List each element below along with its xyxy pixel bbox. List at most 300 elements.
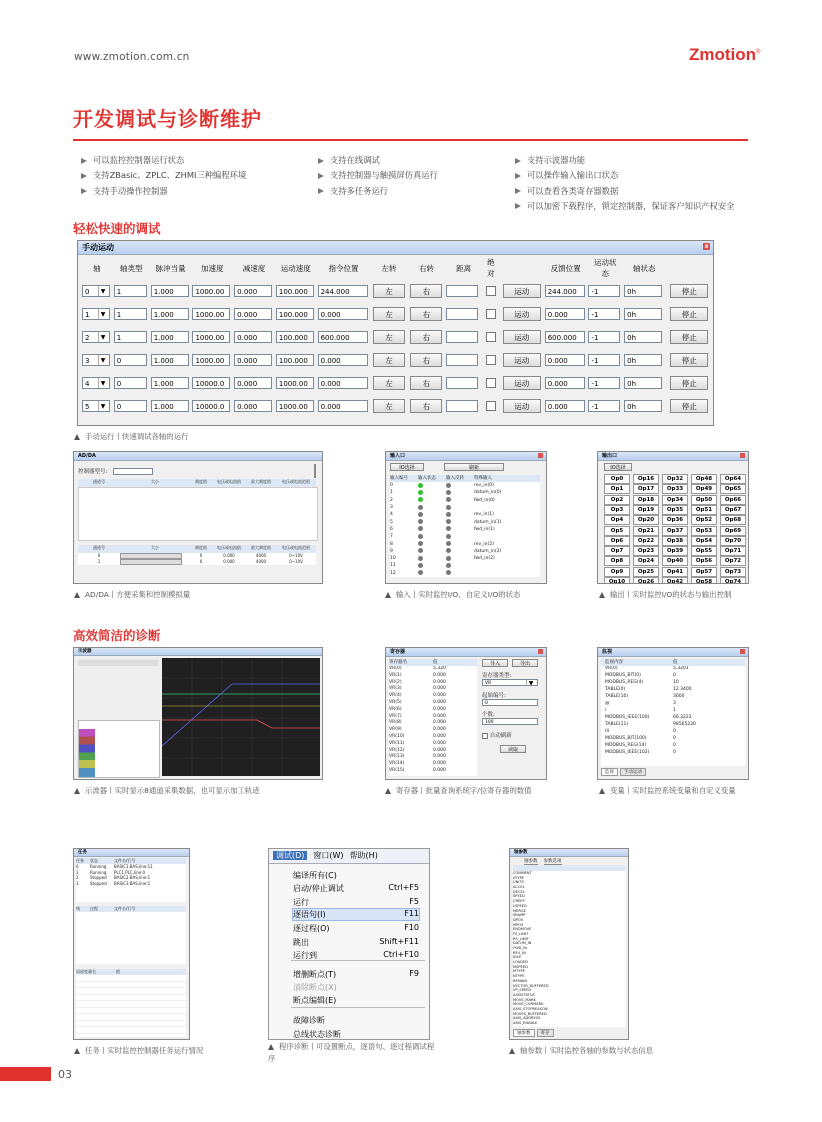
- table-cell: 0~10V: [289, 559, 303, 564]
- menu-item[interactable]: [293, 923, 419, 934]
- param-name: IDLE: [513, 955, 522, 960]
- menu-item[interactable]: [293, 897, 419, 908]
- accel-input[interactable]: 1000.00: [192, 285, 230, 297]
- read-button[interactable]: 读取: [500, 745, 526, 753]
- command-position-input[interactable]: 0.000: [318, 308, 368, 320]
- output-toggle[interactable]: Op33: [662, 484, 688, 494]
- units-input[interactable]: 1.000: [151, 331, 189, 343]
- output-toggle[interactable]: Op39: [662, 546, 688, 556]
- table-cell: BASIC1.BAS,line:11: [114, 864, 153, 869]
- bullet-arrow-icon: [81, 173, 87, 179]
- output-toggle[interactable]: Op25: [633, 567, 659, 577]
- input-number: 7: [390, 534, 393, 540]
- register-name: VR(5): [389, 699, 402, 705]
- menu-item[interactable]: [293, 909, 419, 920]
- menu-item-label: 总线状态诊断: [293, 1029, 341, 1039]
- variable-name: MODBUS_IEEE(102): [605, 750, 650, 755]
- menu-item[interactable]: [293, 1029, 419, 1040]
- output-toggle[interactable]: Op22: [633, 536, 659, 546]
- register-value: 0.000: [433, 733, 446, 739]
- auto-refresh-checkbox[interactable]: [482, 733, 488, 739]
- output-toggle[interactable]: Op72: [720, 556, 746, 566]
- column-header: 电压或电流值: [217, 545, 241, 550]
- output-toggle[interactable]: Op1: [604, 484, 630, 494]
- menu-item[interactable]: [293, 995, 419, 1006]
- menu-item-shortcut: F11: [404, 909, 419, 919]
- stop-button[interactable]: 停止: [670, 330, 708, 344]
- param-name: ACCEL: [513, 885, 525, 890]
- input-status-led-icon: [418, 556, 423, 561]
- window-tab[interactable]: 寄存: [537, 1029, 554, 1037]
- input-number: 10: [390, 556, 396, 562]
- distance-input[interactable]: [446, 400, 478, 412]
- refresh-button[interactable]: 刷新: [444, 463, 504, 471]
- stop-button[interactable]: 停止: [670, 353, 708, 367]
- refresh-button[interactable]: [314, 464, 316, 478]
- caption-debug: 程序诊断丨可设置断点，逐语句、逐过程调试程序: [268, 1042, 435, 1063]
- distance-input[interactable]: [446, 308, 478, 320]
- axis-type-input[interactable]: 0: [114, 400, 147, 412]
- menu-item-shortcut: F5: [409, 896, 419, 906]
- input-window: 输入口 IO选择 刷新 输入编号 输入状态 输入反转 特殊输入 0 rev_in(0) 1 datum_in(0) 2 fwd_in(0) 3 4 rev_in(1) 5 datum_in(1) 6 fwd_in(1) 7 8 rev_in(2) 9 datum_in(2) 10 fwd_in(2) 11 12: [385, 451, 547, 584]
- output-toggle[interactable]: Op38: [662, 536, 688, 546]
- triangle-icon: [599, 788, 605, 794]
- column-header: 电压或电流范围: [282, 545, 310, 550]
- axis-status-field: 0h: [624, 285, 662, 297]
- output-toggle[interactable]: Op56: [691, 556, 717, 566]
- output-toggle[interactable]: Op42: [662, 577, 688, 584]
- window-tab[interactable]: 轴参数: [524, 859, 538, 864]
- output-toggle[interactable]: Op52: [691, 515, 717, 525]
- chevron-down-icon: ▼: [98, 309, 107, 320]
- decel-input[interactable]: 0.000: [234, 331, 272, 343]
- rotate-right-button[interactable]: 右: [410, 307, 442, 321]
- scope-settings-panel: [76, 658, 160, 776]
- axis-type-input[interactable]: 0: [114, 354, 147, 366]
- bullet-arrow-icon: [81, 158, 87, 164]
- table-row: [601, 736, 745, 743]
- output-toggle[interactable]: Op36: [662, 515, 688, 525]
- table-cell: Stopped: [90, 880, 107, 886]
- move-button[interactable]: 运动: [503, 307, 541, 321]
- output-toggle[interactable]: Op51: [691, 505, 717, 515]
- units-input[interactable]: 1.000: [151, 308, 189, 320]
- window-tab[interactable]: 手动运动: [620, 768, 646, 776]
- move-button[interactable]: 运动: [503, 399, 541, 413]
- close-icon[interactable]: [538, 649, 543, 654]
- output-toggle[interactable]: Op17: [633, 484, 659, 494]
- param-name: FWD_IN: [513, 946, 527, 950]
- website-url[interactable]: www.zmotion.com.cn: [74, 51, 190, 63]
- menu-bar-item[interactable]: 调试(D): [273, 851, 307, 860]
- column-header: 加速度: [201, 263, 224, 273]
- output-toggle[interactable]: Op10: [604, 577, 630, 584]
- column-header: 特殊输入: [474, 476, 492, 481]
- column-header: [500, 257, 544, 279]
- axis-select[interactable]: 3 ▼: [82, 354, 110, 366]
- column-header: 通道号: [93, 479, 105, 484]
- param-name: DATUM_IN: [513, 941, 532, 946]
- motion-row: [81, 371, 713, 394]
- axis-type-input[interactable]: 1: [114, 285, 147, 297]
- menu-bar-item[interactable]: 帮助(H): [349, 851, 378, 860]
- param-name: NTYPE: [513, 974, 525, 979]
- menu-item-label: 启动/停止调试: [293, 884, 344, 894]
- input-invert-led-icon[interactable]: [446, 497, 451, 502]
- output-toggle[interactable]: Op50: [691, 495, 717, 505]
- distance-input[interactable]: [446, 377, 478, 389]
- param-name: LOADED: [513, 960, 528, 965]
- triangle-icon: [74, 788, 80, 794]
- export-button[interactable]: 导出: [512, 659, 538, 667]
- variable-name: i: [605, 708, 607, 713]
- register-name: VR(11): [389, 740, 405, 746]
- input-invert-led-icon[interactable]: [446, 556, 451, 561]
- variable-name: VR(0): [605, 666, 618, 671]
- output-toggle[interactable]: Op24: [633, 556, 659, 566]
- special-input: rev_in(0): [474, 483, 494, 489]
- column-header: 轴: [93, 263, 101, 273]
- column-header: 右转: [418, 263, 434, 273]
- rotate-left-button[interactable]: 左: [373, 284, 405, 298]
- output-toggle[interactable]: Op6: [604, 536, 630, 546]
- register-name: VR(9): [389, 727, 402, 733]
- input-invert-led-icon[interactable]: [446, 541, 451, 546]
- column-header: 栈: [76, 906, 80, 911]
- input-invert-led-icon[interactable]: [446, 490, 451, 495]
- rotate-right-button[interactable]: 右: [410, 330, 442, 344]
- output-toggle[interactable]: Op41: [662, 567, 688, 577]
- output-toggle[interactable]: Op70: [720, 536, 746, 546]
- input-invert-led-icon[interactable]: [446, 483, 451, 488]
- output-toggle[interactable]: Op55: [691, 546, 717, 556]
- command-position-input[interactable]: 0.000: [318, 377, 368, 389]
- stop-button[interactable]: 停止: [670, 307, 708, 321]
- units-input[interactable]: 1.000: [151, 400, 189, 412]
- axis-type-input[interactable]: 1: [114, 308, 147, 320]
- bullet-arrow-icon: [515, 203, 521, 209]
- units-input[interactable]: 1.000: [151, 354, 189, 366]
- input-invert-led-icon[interactable]: [446, 512, 451, 517]
- caption-task: 任务丨实时监控控制器任务运行情况: [74, 1045, 204, 1057]
- output-toggle[interactable]: Op4: [604, 515, 630, 525]
- feature-item: [81, 154, 184, 166]
- start-input[interactable]: 0: [482, 699, 538, 706]
- menu-item[interactable]: [293, 1015, 419, 1026]
- list-item: [390, 533, 540, 540]
- absolute-checkbox[interactable]: [486, 401, 496, 411]
- table-row: [601, 708, 745, 715]
- move-button[interactable]: 运动: [503, 330, 541, 344]
- motion-row: [81, 348, 713, 371]
- move-button[interactable]: 运动: [503, 284, 541, 298]
- output-toggle[interactable]: Op49: [691, 484, 717, 494]
- output-toggle[interactable]: Op2: [604, 495, 630, 505]
- variable-value: 0: [673, 673, 676, 678]
- speed-input[interactable]: 100.000: [276, 308, 314, 320]
- chevron-down-icon: ▼: [98, 332, 107, 343]
- column-header: 通道号: [93, 545, 105, 550]
- register-name: VR(3): [389, 686, 402, 692]
- axis-select[interactable]: 1 ▼: [82, 308, 110, 320]
- input-invert-led-icon[interactable]: [446, 570, 451, 575]
- variable-name: l4: [605, 729, 610, 734]
- distance-input[interactable]: [446, 331, 478, 343]
- io-select-button[interactable]: IO选择: [390, 463, 424, 471]
- output-window: 输出口 IO选择 Op0 Op1 Op2 Op3 Op4 Op5 Op6 Op7 Op8 Op9 Op10 Op16 Op17 Op18 Op19 Op20 Op21 Op22 Op23 Op24 Op25 Op26 Op32 Op33 Op34 Op35 Op36 Op37 Op38 Op39 Op40 Op41 Op42 Op48 Op49 Op50 Op51 Op52 Op53 Op54 Op55 Op56 Op57 Op58 Op64 Op65 Op66 Op67 Op68 Op69 Op70 Op71 Op72 Op73 Op74: [597, 451, 749, 584]
- input-invert-led-icon[interactable]: [446, 526, 451, 531]
- input-status-led-icon: [418, 505, 423, 510]
- decel-input[interactable]: 0.000: [234, 377, 272, 389]
- output-toggle[interactable]: Op65: [720, 484, 746, 494]
- rotate-right-button[interactable]: 右: [410, 376, 442, 390]
- window-tab[interactable]: 轴参数: [513, 1029, 535, 1037]
- input-number: 11: [390, 563, 396, 569]
- speed-input[interactable]: 1000.00: [276, 400, 314, 412]
- output-toggle[interactable]: Op35: [662, 505, 688, 515]
- rotate-left-button[interactable]: 左: [373, 353, 405, 367]
- variable-value: 0: [673, 729, 676, 734]
- absolute-checkbox[interactable]: [486, 309, 496, 319]
- param-name: ATYPE: [513, 875, 525, 880]
- decel-input[interactable]: 0.000: [234, 285, 272, 297]
- menu-item-label: 运行到: [293, 951, 317, 961]
- menu-item-label: 跳出: [293, 937, 309, 947]
- register-type-select[interactable]: VR ▼: [482, 679, 538, 686]
- table-row: [78, 559, 316, 565]
- decel-input[interactable]: 0.000: [234, 400, 272, 412]
- register-value: 0.000: [433, 747, 446, 753]
- table-cell: BASIC3.BAS,line:1: [114, 880, 151, 886]
- input-status-led-icon: [418, 534, 423, 539]
- table-row: [601, 743, 745, 750]
- units-input[interactable]: 1.000: [151, 285, 189, 297]
- absolute-checkbox[interactable]: [486, 378, 496, 388]
- input-invert-led-icon[interactable]: [446, 563, 451, 568]
- feature-text: 支持控制器与触摸屏仿真运行: [330, 170, 438, 181]
- output-toggle[interactable]: Op68: [720, 515, 746, 525]
- command-position-input[interactable]: 600.000: [318, 331, 368, 343]
- rotate-left-button[interactable]: 左: [373, 330, 405, 344]
- output-toggle[interactable]: Op53: [691, 526, 717, 536]
- bullet-arrow-icon: [515, 158, 521, 164]
- column-header: 大小: [151, 479, 159, 484]
- column-header: 运动速度: [280, 263, 311, 273]
- output-toggle[interactable]: Op67: [720, 505, 746, 515]
- section-title-diagnosis: 高效简洁的诊断: [73, 628, 161, 643]
- move-button[interactable]: 运动: [503, 353, 541, 367]
- special-input: datum_in(0): [474, 490, 502, 496]
- column-header: 寄存器名: [389, 660, 407, 665]
- input-invert-led-icon[interactable]: [446, 505, 451, 510]
- column-header: 大小: [151, 545, 159, 550]
- feature-text: 支持手动操作控制器: [93, 185, 168, 196]
- axis-type-input[interactable]: 0: [114, 377, 147, 389]
- axis-type-input[interactable]: 1: [114, 331, 147, 343]
- table-row: [601, 694, 745, 701]
- menu-item[interactable]: [293, 883, 419, 894]
- variable-value: 0: [673, 743, 676, 748]
- speed-input[interactable]: 100.000: [276, 285, 314, 297]
- output-toggle[interactable]: Op40: [662, 556, 688, 566]
- section-title-debug: 轻松快速的调试: [73, 221, 161, 236]
- param-name: UNITS: [513, 880, 524, 885]
- output-toggle[interactable]: Op20: [633, 515, 659, 525]
- axis-select[interactable]: 4 ▼: [82, 377, 110, 389]
- decel-input[interactable]: 0.000: [234, 308, 272, 320]
- command-position-input[interactable]: 244.000: [318, 285, 368, 297]
- table-cell: Running: [90, 869, 107, 875]
- list-item: [390, 497, 540, 504]
- output-toggle[interactable]: Op9: [604, 567, 630, 577]
- param-name: REMAIN: [513, 978, 528, 983]
- output-toggle[interactable]: Op48: [691, 474, 717, 484]
- output-toggle[interactable]: Op18: [633, 495, 659, 505]
- speed-input[interactable]: 100.000: [276, 354, 314, 366]
- output-toggle[interactable]: Op21: [633, 526, 659, 536]
- table-row: [76, 881, 186, 887]
- table-cell: 4000: [255, 559, 267, 564]
- output-toggle[interactable]: Op0: [604, 474, 630, 484]
- rotate-right-button[interactable]: 右: [410, 353, 442, 367]
- feature-item: [515, 185, 618, 197]
- output-toggle[interactable]: Op58: [691, 577, 717, 584]
- output-toggle[interactable]: Op64: [720, 474, 746, 484]
- axis-select[interactable]: 2 ▼: [82, 331, 110, 343]
- speed-input[interactable]: 1000.00: [276, 377, 314, 389]
- column-header: [665, 257, 713, 279]
- window-tab[interactable]: 参数选项: [543, 859, 562, 864]
- rotate-left-button[interactable]: 左: [373, 376, 405, 390]
- triangle-icon: [509, 1048, 515, 1054]
- axis-status-field: 0h: [624, 331, 662, 343]
- param-name: DPOS: [513, 917, 524, 922]
- axis-select[interactable]: 5 ▼: [82, 400, 110, 412]
- column-header: 输入编号: [390, 476, 408, 481]
- register-name: VR(10): [389, 733, 405, 739]
- input-invert-led-icon[interactable]: [446, 534, 451, 539]
- menu-item[interactable]: [293, 969, 419, 980]
- output-toggle[interactable]: Op16: [633, 474, 659, 484]
- accel-input[interactable]: 1000.00: [192, 354, 230, 366]
- rotate-left-button[interactable]: 左: [373, 399, 405, 413]
- axis-status-field: 0h: [624, 377, 662, 389]
- variable-name: MODBUS_IEEE(100): [605, 715, 650, 720]
- output-toggle[interactable]: Op3: [604, 505, 630, 515]
- triangle-icon: [268, 1044, 274, 1050]
- accel-input[interactable]: 10000.0: [192, 377, 230, 389]
- output-toggle[interactable]: Op19: [633, 505, 659, 515]
- register-value: 0.000: [433, 699, 446, 705]
- register-name: VR(12): [389, 747, 405, 753]
- rotate-left-button[interactable]: 左: [373, 307, 405, 321]
- close-icon[interactable]: [538, 453, 543, 458]
- accel-input[interactable]: 10000.0: [192, 400, 230, 412]
- move-button[interactable]: 运动: [503, 376, 541, 390]
- menu-item[interactable]: [293, 937, 419, 948]
- output-toggle[interactable]: Op34: [662, 495, 688, 505]
- caption-register: 寄存器丨批量查询系统字/位寄存器的数值: [385, 785, 532, 797]
- rotate-right-button[interactable]: 右: [410, 399, 442, 413]
- output-toggle[interactable]: Op71: [720, 546, 746, 556]
- speed-input[interactable]: 100.000: [276, 331, 314, 343]
- decel-input[interactable]: 0.000: [234, 354, 272, 366]
- feature-text: 支持示波器功能: [527, 155, 586, 165]
- column-header: 刻度值: [195, 479, 207, 484]
- menu-item[interactable]: [293, 982, 419, 993]
- register-name: VR(4): [389, 693, 402, 699]
- stop-button[interactable]: 停止: [670, 376, 708, 390]
- axis-status-field: 0h: [624, 308, 662, 320]
- menu-item-label: 编译所有(C): [293, 870, 337, 880]
- output-toggle[interactable]: Op54: [691, 536, 717, 546]
- output-toggle[interactable]: Op23: [633, 546, 659, 556]
- variable-name: MODBUS_REG(14): [605, 743, 647, 748]
- io-select-button[interactable]: IO选择: [604, 463, 632, 471]
- stop-button[interactable]: 停止: [670, 399, 708, 413]
- output-toggle[interactable]: Op8: [604, 556, 630, 566]
- register-value: 0.000: [433, 720, 446, 726]
- bullet-arrow-icon: [318, 173, 324, 179]
- output-toggle[interactable]: Op74: [720, 577, 746, 584]
- output-toggle[interactable]: Op26: [633, 577, 659, 584]
- absolute-checkbox[interactable]: [486, 355, 496, 365]
- close-icon[interactable]: [740, 649, 745, 654]
- rotate-right-button[interactable]: 右: [410, 284, 442, 298]
- units-input[interactable]: 1.000: [151, 377, 189, 389]
- distance-input[interactable]: [446, 285, 478, 297]
- output-toggle[interactable]: Op7: [604, 546, 630, 556]
- feedback-position-field: 600.000: [545, 331, 585, 343]
- output-toggle[interactable]: Op73: [720, 567, 746, 577]
- distance-input[interactable]: [446, 354, 478, 366]
- output-toggle[interactable]: Op37: [662, 526, 688, 536]
- column-header: 左转: [381, 263, 397, 273]
- input-invert-led-icon[interactable]: [446, 548, 451, 553]
- param-name: SRAMP: [513, 913, 526, 918]
- output-toggle[interactable]: Op66: [720, 495, 746, 505]
- param-name: MTYPE: [513, 969, 525, 974]
- close-icon[interactable]: x: [704, 243, 709, 250]
- menu-item[interactable]: [293, 870, 419, 881]
- accel-input[interactable]: 1000.00: [192, 331, 230, 343]
- table-row: [389, 700, 477, 707]
- input-number: 3: [390, 505, 393, 511]
- output-toggle[interactable]: Op69: [720, 526, 746, 536]
- output-toggle[interactable]: Op5: [604, 526, 630, 536]
- absolute-checkbox[interactable]: [486, 332, 496, 342]
- command-position-input[interactable]: 0.000: [318, 354, 368, 366]
- output-toggle[interactable]: Op57: [691, 567, 717, 577]
- close-icon[interactable]: [740, 453, 745, 458]
- input-invert-led-icon[interactable]: [446, 519, 451, 524]
- oscilloscope-window: 示波器: [73, 647, 323, 780]
- count-input[interactable]: 100: [482, 718, 538, 725]
- command-position-input[interactable]: 0.000: [318, 400, 368, 412]
- absolute-checkbox[interactable]: [486, 286, 496, 296]
- menu-bar-item[interactable]: 窗口(W): [313, 851, 344, 860]
- feature-text: 可以监控控制器运行状态: [93, 155, 185, 165]
- output-toggle[interactable]: Op32: [662, 474, 688, 484]
- column-header: 脉冲当量: [155, 263, 186, 273]
- import-button[interactable]: 导入: [482, 659, 508, 667]
- caption-scope: 示波器丨实时显示8通道采集数据，也可显示加工轨迹: [74, 785, 260, 797]
- axis-select[interactable]: 0 ▼: [82, 285, 110, 297]
- accel-input[interactable]: 1000.00: [192, 308, 230, 320]
- stop-button[interactable]: 停止: [670, 284, 708, 298]
- window-tab[interactable]: 监视: [601, 768, 618, 776]
- input-status-led-icon: [418, 519, 423, 524]
